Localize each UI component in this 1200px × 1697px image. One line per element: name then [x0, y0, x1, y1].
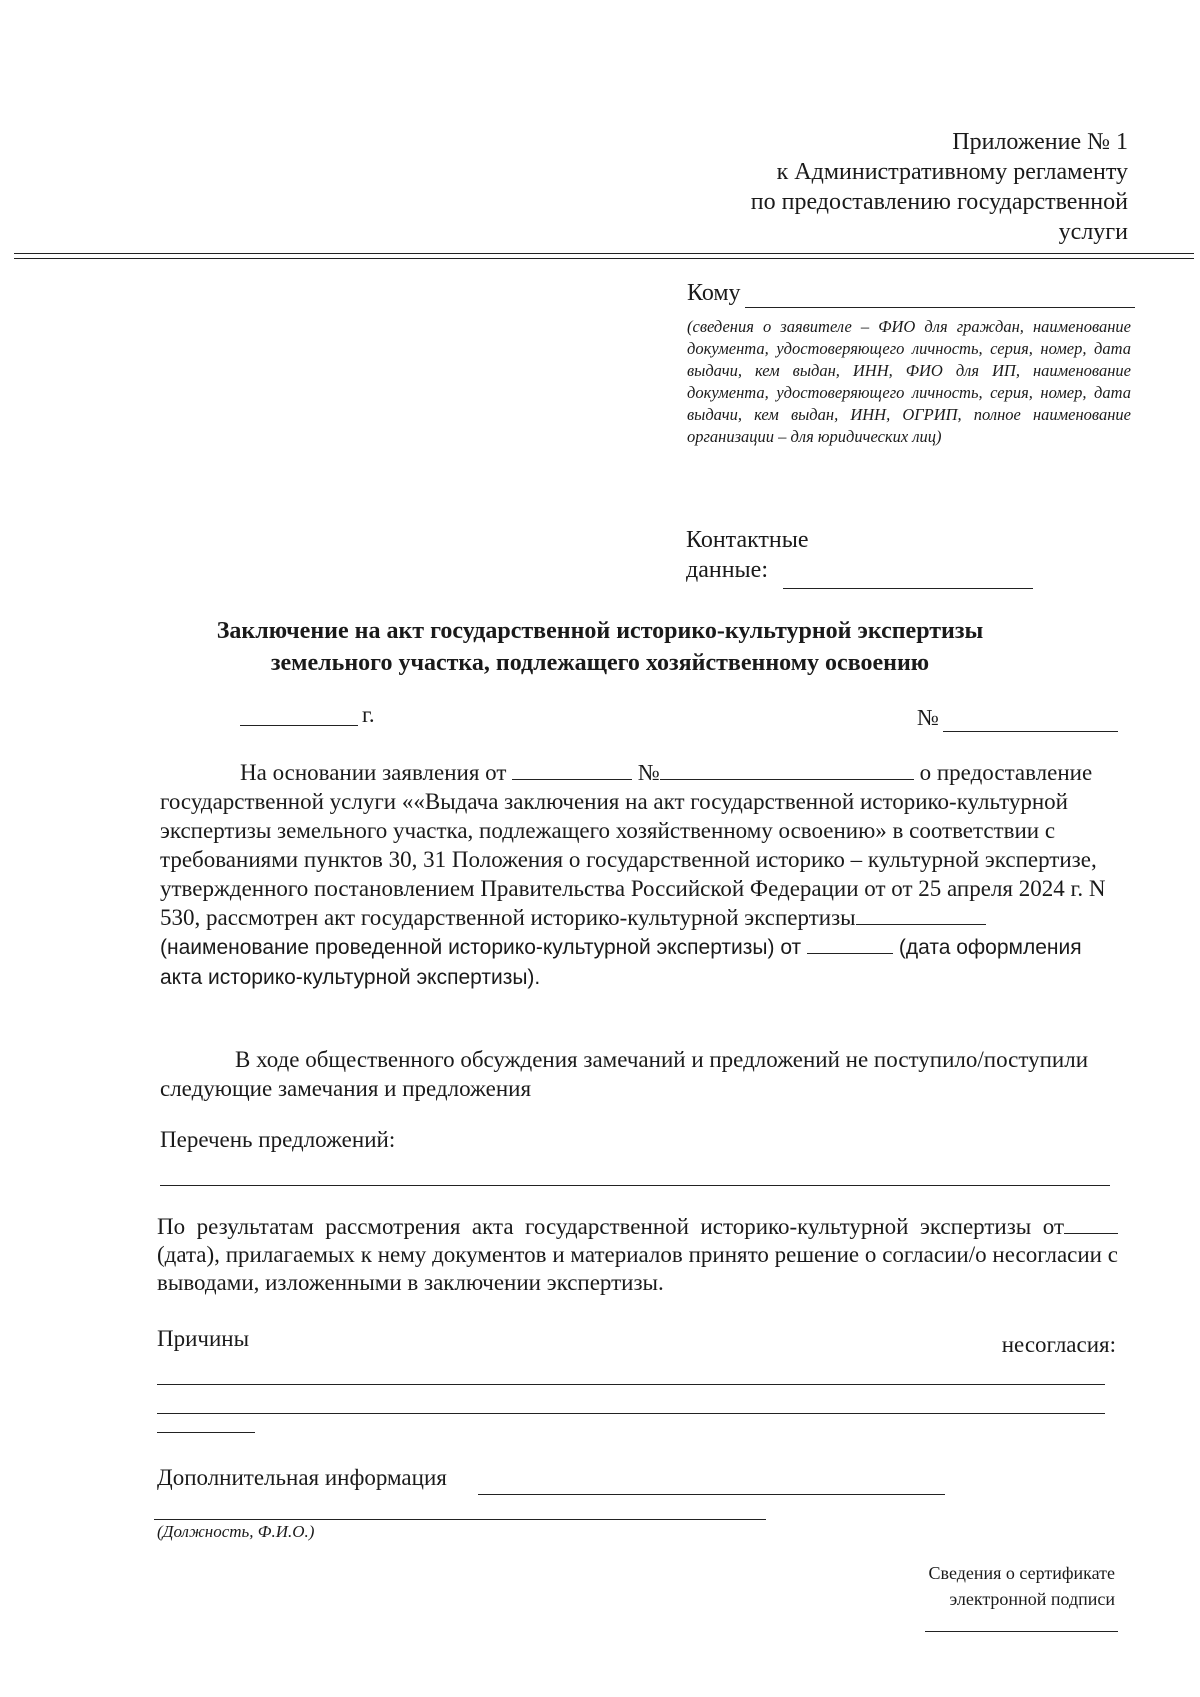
certificate-info	[929, 1560, 1115, 1612]
reasons-label-tail: несогласия:	[1001, 1332, 1116, 1357]
decision-text-1: По результатам рассмотрения акта государственной историко-культурной экспертизы от	[157, 1214, 1064, 1239]
document-title-line-1: Заключение на акт государственной историко-культурной экспертизы	[216, 618, 984, 644]
reasons-blank-line-2	[157, 1413, 1105, 1414]
proposals-blank-line	[160, 1185, 1110, 1186]
appendix-line-1: Приложение № 1	[952, 129, 1128, 155]
reasons-label: Причины	[157, 1326, 250, 1351]
application-date-blank	[512, 778, 632, 780]
application-number-blank	[660, 778, 914, 780]
number-blank-line	[943, 731, 1118, 732]
decision-text-2: (дата), прилагаемых к нему документов и материалов принято решение о согласии/о несогласии с выводами, изложенными в заключении экспертизы.	[157, 1242, 1118, 1295]
document-title-line-2: земельного участка, подлежащего хозяйственному освоению	[270, 650, 930, 676]
contact-blank-line	[783, 588, 1033, 589]
discussion-text: В ходе общественного обсуждения замечаний и предложений не поступило/поступили следующие замечания и предложения	[160, 1047, 1088, 1101]
appendix-line-3: по предоставлению государственной	[750, 189, 1128, 215]
appendix-line-2: к Административному регламенту	[776, 159, 1128, 185]
header-divider-top	[14, 253, 1194, 254]
number-label: №	[917, 705, 939, 730]
date-suffix: г.	[362, 702, 375, 727]
additional-info-label: Дополнительная информация	[157, 1465, 447, 1490]
expertise-name-blank	[856, 923, 986, 925]
recipient-blank-line	[745, 307, 1135, 308]
recipient-label: Кому	[687, 280, 741, 306]
appendix-line-4: услуги	[1058, 219, 1128, 245]
decision-date-blank	[1064, 1232, 1118, 1234]
appendix-header	[751, 127, 1128, 247]
certificate-line-2: электронной подписи	[949, 1589, 1115, 1609]
act-date-blank	[807, 952, 893, 954]
additional-info-blank-line	[478, 1494, 945, 1495]
proposals-list-label: Перечень предложений:	[160, 1127, 396, 1152]
document-title	[0, 615, 1200, 679]
signature-blank-line	[154, 1519, 766, 1520]
basis-text-2: №	[632, 760, 660, 785]
applicant-info-hint: (сведения о заявителе – ФИО для граждан, наименование документа, удостоверяющего личность, серия, номер, дата выдачи, кем выдан, ИНН, ФИО для ИП, наименование документа, удостоверяющего личность, серия, номер, дата выдачи, кем выдан, ИНН, ОГРИП, полное наименование организации – для юридических лиц)	[687, 317, 1131, 446]
basis-text-5: (дата оформления акта историко-культурной экспертизы).	[160, 936, 1082, 989]
decision-paragraph	[157, 1213, 1118, 1297]
certificate-line-1: Сведения о сертификате	[928, 1563, 1115, 1583]
basis-text-4: (наименование проведенной историко-культурной экспертизы) от	[160, 936, 808, 959]
date-blank-line	[240, 725, 358, 726]
reasons-blank-line-3	[157, 1432, 255, 1433]
certificate-blank-line	[925, 1631, 1118, 1632]
contact-label-line-2: данные:	[686, 557, 768, 583]
basis-text-1: На основании заявления от	[240, 760, 513, 785]
basis-paragraph	[160, 758, 1108, 992]
contact-label-line-1: Контактные	[686, 527, 809, 553]
reasons-blank-line-1	[157, 1384, 1105, 1385]
header-divider-bottom	[14, 258, 1194, 259]
signature-caption: (Должность, Ф.И.О.)	[157, 1522, 315, 1541]
discussion-paragraph	[160, 1045, 1108, 1103]
basis-text-3: о предоставление государственной услуги ««Выдача заключения на акт государственной историко-культурной экспертизы земельного участка, подлежащего хозяйственному освоению» в соответствии с требованиями пунктов 30, 31 Положения о государственной историко – культурной экспертизе, утвержденного постановлением Правительства Российской Федерации от от 25 апреля 2024 г. N 530, рассмотрен акт государственной историко-культурной экспертизы	[160, 760, 1106, 930]
